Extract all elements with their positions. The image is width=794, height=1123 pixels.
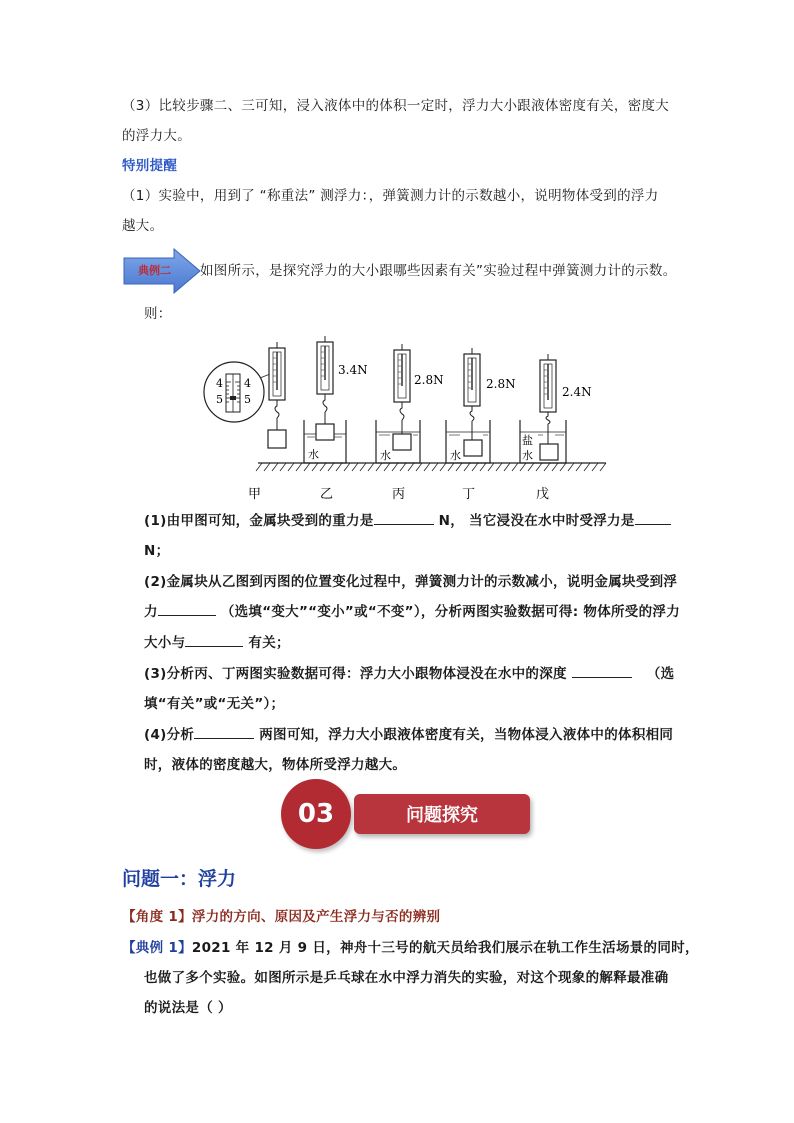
q2-blank-factor[interactable] bbox=[185, 632, 243, 647]
example1-tag: 【典例 1】 bbox=[122, 940, 192, 956]
scale-mark-4-left: 4 bbox=[216, 377, 223, 390]
liquid-label-yi: 水 bbox=[308, 448, 319, 461]
liquid-label-ding: 水 bbox=[450, 449, 461, 462]
example-badge bbox=[122, 248, 202, 294]
angle-tag: 【角度 1】 bbox=[122, 909, 192, 925]
section-number-badge: 03 bbox=[281, 779, 351, 849]
reading-yi: 3.4N bbox=[338, 363, 368, 377]
buoyancy-experiment-figure bbox=[200, 330, 620, 510]
scale-mark-5-right: 5 bbox=[244, 393, 251, 406]
panel-label-yi: 乙 bbox=[320, 487, 334, 502]
question-2-line2 bbox=[144, 597, 680, 627]
reminder-line1: （1）实验中，用到了 “称重法” 测浮力：，弹簧测力计的示数越小，说明物体受到的浮力 bbox=[122, 188, 659, 204]
example-badge-label: 典例二 bbox=[138, 264, 171, 277]
reading-ding: 2.8N bbox=[486, 377, 516, 391]
question-3-line2: 填“有关”或“无关”）； bbox=[144, 696, 285, 712]
step3-line2: 的浮力大。 bbox=[122, 128, 191, 144]
question-2-line3 bbox=[144, 628, 290, 658]
question-4-line2: 时，液体的密度越大，物体所受浮力越大。 bbox=[144, 757, 407, 773]
scale-zoom-detail bbox=[204, 362, 270, 422]
example1-line3: 的说法是（ ） bbox=[144, 1000, 232, 1016]
q2-text-b: （选填“变大”“变小”或“不变”），分析两图实验数据可得: 物体所受的浮力 bbox=[220, 604, 680, 620]
q4-blank-figures[interactable] bbox=[194, 724, 254, 739]
q3-text-a: (3)分析丙、丁两图实验数据可得：浮力大小跟物体浸没在水中的深度 bbox=[144, 666, 567, 682]
q2-text-d: 有关； bbox=[248, 635, 290, 651]
step3-line1: （3）比较步骤二、三可知，浸入液体中的体积一定时，浮力大小跟液体密度有关，密度大 bbox=[122, 98, 670, 114]
example1-line1 bbox=[122, 933, 699, 963]
example-intro: 如图所示，是探究浮力的大小跟哪些因素有关”实验过程中弹簧测力计的示数。 bbox=[200, 263, 677, 279]
example-then: 则： bbox=[144, 306, 172, 322]
q2-blank-change[interactable] bbox=[158, 601, 216, 616]
section-title-banner: 问题探究 bbox=[354, 794, 530, 834]
scale-mark-4-right: 4 bbox=[244, 377, 251, 390]
reading-wu: 2.4N bbox=[562, 385, 592, 399]
q4-text-a: (4)分析 bbox=[144, 727, 195, 743]
question-1-line2: N； bbox=[144, 543, 170, 559]
special-reminder-heading: 特别提醒 bbox=[122, 158, 178, 174]
scale-mark-5-left: 5 bbox=[216, 393, 223, 406]
angle-line bbox=[122, 902, 440, 932]
liquid-label-wu-water: 水 bbox=[522, 449, 533, 462]
q3-blank-depth[interactable] bbox=[572, 663, 632, 678]
reading-bing: 2.8N bbox=[414, 373, 444, 387]
q1-text-b: N， 当它浸没在水中时受浮力是 bbox=[438, 513, 635, 529]
setup-yi bbox=[304, 336, 368, 463]
question-3-line1 bbox=[144, 659, 674, 689]
setup-wu bbox=[520, 354, 592, 463]
liquid-label-bing: 水 bbox=[380, 449, 391, 462]
q2-text-c: 大小与 bbox=[144, 635, 186, 651]
panel-label-jia: 甲 bbox=[248, 487, 262, 502]
question-1-line1 bbox=[144, 506, 671, 536]
panel-label-bing: 丙 bbox=[392, 487, 406, 502]
question-4-line1 bbox=[144, 720, 673, 750]
q1-blank-buoyancy[interactable] bbox=[635, 510, 671, 525]
setup-ding bbox=[446, 348, 516, 463]
q1-blank-weight[interactable] bbox=[374, 510, 434, 525]
example1-text1: 2021 年 12 月 9 日，神舟十三号的航天员给我们展示在轨工作生活场景的同时， bbox=[191, 940, 699, 956]
setup-jia bbox=[268, 342, 286, 448]
q2-text-a: 力 bbox=[144, 604, 158, 620]
q1-text-a: (1)由甲图可知，金属块受到的重力是 bbox=[144, 513, 374, 529]
problem-heading: 问题一：浮力 bbox=[122, 868, 237, 890]
panel-label-ding: 丁 bbox=[462, 487, 476, 502]
reminder-line2: 越大。 bbox=[122, 218, 164, 234]
setup-bing bbox=[376, 344, 444, 463]
example1-line2: 也做了多个实验。如图所示是乒乓球在水中浮力消失的实验，对这个现象的解释最准确 bbox=[144, 970, 669, 986]
q4-text-b: 两图可知，浮力大小跟液体密度有关，当物体浸入液体中的体积相同 bbox=[259, 727, 674, 743]
q3-text-b: （选 bbox=[646, 666, 675, 682]
liquid-label-wu-salt: 盐 bbox=[522, 434, 533, 447]
question-2-line1: (2)金属块从乙图到丙图的位置变化过程中，弹簧测力计的示数减小，说明金属块受到浮 bbox=[144, 574, 678, 590]
panel-label-wu: 戊 bbox=[536, 487, 550, 502]
angle-text: 浮力的方向、原因及产生浮力与否的辨别 bbox=[191, 909, 441, 925]
